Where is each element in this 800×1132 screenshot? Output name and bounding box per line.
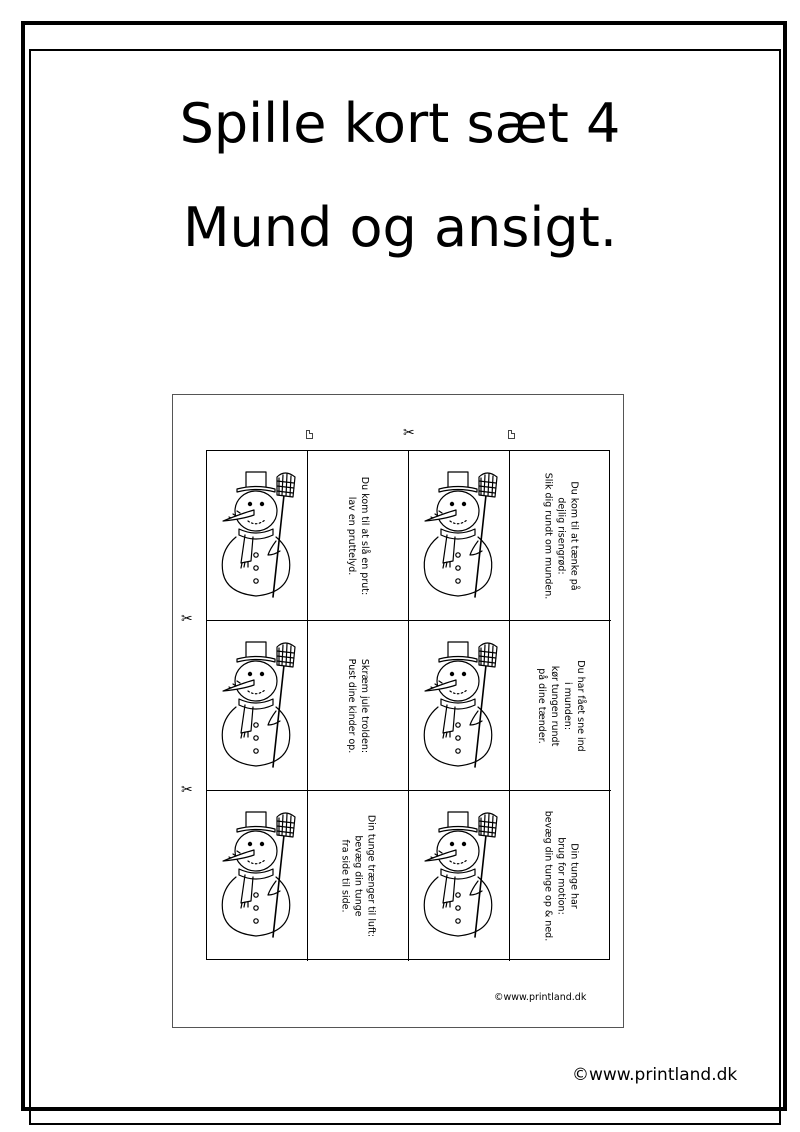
card-text-line: Du har fået sne ind [574, 659, 586, 752]
card-sheet-thumbnail [172, 394, 624, 1028]
card-text-line: brug for motion: [555, 837, 566, 915]
card-text-line: Pust dine kinder op. [346, 658, 357, 753]
card-text [510, 791, 611, 961]
snowman-card-image [409, 451, 510, 621]
card-text-line: på dine tænder. [535, 667, 547, 744]
snowman-icon [415, 639, 503, 773]
page-credit: ©www.printland.dk [572, 1065, 738, 1085]
page-title-line-1: Spille kort sæt 4 [179, 92, 621, 155]
card-text-line: Du kom til at tænke på [568, 480, 579, 591]
card-text [510, 451, 611, 621]
snowman-card-image [207, 791, 308, 961]
card-grid [206, 450, 610, 960]
card-text-line: Du kom til at slå en prut: [359, 476, 370, 595]
card-text-line: Slik dig rundt om munden. [542, 472, 553, 599]
card-text-line: bevæg din tunge [352, 835, 364, 917]
snowman-icon [415, 469, 503, 603]
card-text-line: i munden: [561, 681, 573, 730]
card-text-line: fra side til side. [339, 839, 351, 913]
scissors-icon: ✂ [403, 425, 415, 441]
card-text-line: bevæg din tunge op & ned. [542, 810, 553, 942]
card-text [308, 451, 409, 621]
card-text-line: lav en pruttelyd. [346, 496, 357, 575]
card-text-line: kør tungen rundt [548, 665, 560, 746]
card-text-line: Din tunge trænger til luft: [365, 814, 377, 938]
snowman-card-image [207, 451, 308, 621]
snowman-card-image [409, 621, 510, 791]
scissors-icon: ✂ [181, 611, 193, 627]
snowman-icon [213, 469, 301, 603]
page-title-line-2: Mund og ansigt. [182, 196, 618, 259]
snowman-icon [213, 809, 301, 943]
sheet-credit: ©www.printland.dk [494, 992, 587, 1003]
card-text-line: dejlig risengrød: [555, 496, 566, 575]
snowman-icon [213, 639, 301, 773]
card-text [510, 621, 611, 791]
page-icon [508, 430, 515, 439]
card-text [308, 621, 409, 791]
snowman-card-image [207, 621, 308, 791]
card-text [308, 791, 409, 961]
scissors-icon: ✂ [181, 782, 193, 798]
card-text-line: Skræm jule trolden: [359, 658, 370, 753]
snowman-card-image [409, 791, 510, 961]
card-text-line: Din tunge har [568, 843, 579, 909]
page-icon [306, 430, 313, 439]
snowman-icon [415, 809, 503, 943]
